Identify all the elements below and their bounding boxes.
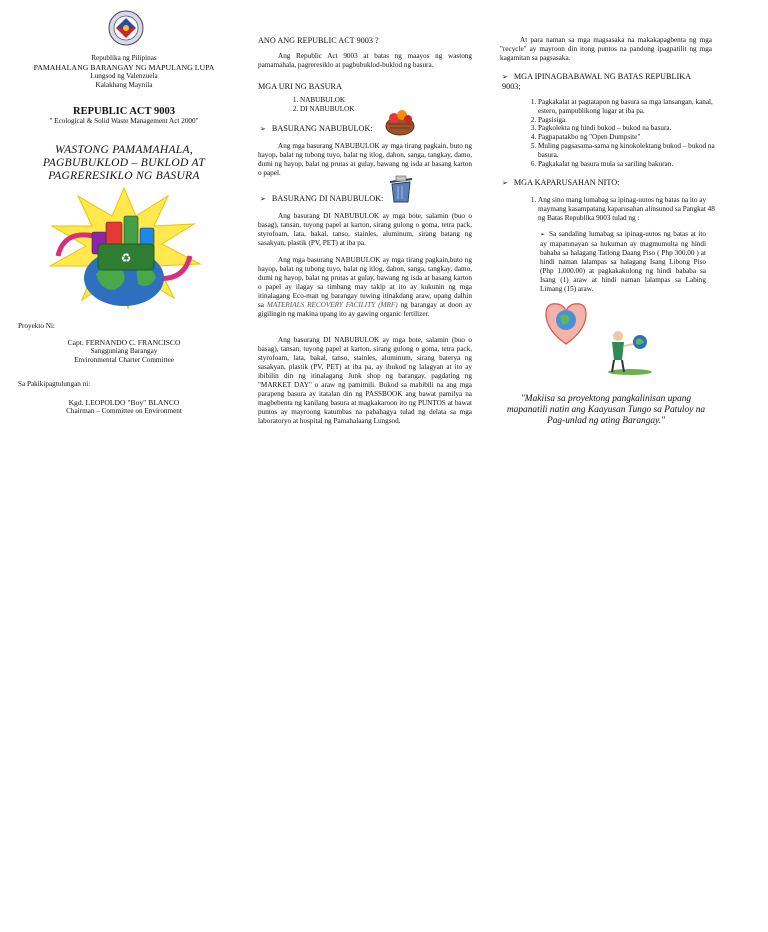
q-body: Ang Republic Act 9003 at batas ng maayos ng wastong pamamahala, pagreresiklo at pagbubuklod-buklod ng basura. <box>258 52 472 69</box>
heart-earth-icon <box>526 300 660 381</box>
recycle-globe-icon <box>44 186 204 315</box>
uri-item: 2. DI NABUBULOK <box>300 105 400 114</box>
food-basket-icon <box>384 106 416 141</box>
proponent-name: Capt. FERNANDO C. FRANCISCO <box>67 338 181 347</box>
header-line: Lungsod ng Valenzuela <box>90 72 158 80</box>
uri-heading: MGA URI NG BASURA <box>258 82 342 91</box>
proyekto-label: Proyekto Ni: <box>18 322 55 330</box>
kaparusahan-heading: ➢ MGA KAPARUSAHAN NITO: <box>502 178 619 188</box>
ipinagbabawal-item: 1. Pagkakalat at pagtatapon ng basura sa mga lansangan, kanal, estero, pampublikong lugar at iba pa. <box>538 98 722 116</box>
mrf-term: MATERIALS RECOVERY FACILITY (MRF) <box>266 301 398 309</box>
ipinagbabawal-list <box>520 98 722 168</box>
kaparusahan-item: 1. Ang sino mang lumabag sa ipinag-uutos ng batas na ito ay maymang kasampatang kaparusahan alinsunod sa Pangkat 48 ng Batas Republika 9003 tulad ng : <box>538 196 722 222</box>
partner-block <box>14 398 234 416</box>
uri-item: 1. NABUBULOK <box>300 96 400 105</box>
barangay-seal-icon <box>108 10 144 51</box>
main-title: WASTONG PAMAMAHALA, PAGBUBUKLOD – BUKLOD AT PAGRERESIKLO NG BASURA <box>42 144 206 182</box>
intro: At para naman sa mga magsasaka na makakapagbenta ng mga "recycle" ay mayroon din itong puntos na pandong ipagpatilit ng mga kagamitan sa pagsasaka. <box>500 36 712 62</box>
di-heading: ➢ BASURANG DI NABUBULOK: <box>260 194 383 204</box>
pakikipag-label: Sa Pakikipagtulungan ni: <box>18 380 91 388</box>
trash-can-icon <box>386 174 416 209</box>
proponent-line: Environmental Charter Committee <box>74 356 174 364</box>
nabubulok-heading: ➢ BASURANG NABUBULOK: <box>260 124 373 134</box>
kaparusahan-sub-text: Sa sandaling lumabag sa ipinag-uutos ng batas at ito ay mapatunayan sa hukuman ay magmumulta ng hindi bababa sa halagang Tatlong Daang Piso ( Php 300.00 ) at hindi naman lalampas sa halagang Isang Libong Piso (Php 1,000.00) at pagkakakulong ng hindi bababa sa Isang (1) araw at hindi naman lalampas sa Labing Limang (15) araw. <box>540 230 706 293</box>
uri-list <box>282 96 400 114</box>
ipinagbabawal-heading: ➢ MGA IPINAGBABAWAL NG BATAS REPUBLIKA 9003; <box>502 72 702 92</box>
header-line: Republika ng Pilipinas <box>91 54 157 62</box>
ipinagbabawal-item: 3. Pagkolekta ng hindi bukod – bukod na basura. <box>538 124 722 133</box>
partner-role: Chairman – Committee on Environment <box>66 407 182 415</box>
arrow-bullet-icon: ➢ <box>540 232 546 238</box>
di-body: Ang basurang DI NABUBULOK ay mga bote, salamin (buo o basag), tansan, tuyong papel at karton, sirang gulong o goma, tetra pack, styrofoam, lata, bakal, tanso, stainles, aluminum, sirang batang ng sasakyan, plastik (PV, PET) at iba pa. <box>258 212 472 247</box>
proponent-line: Sangguniang Barangay <box>90 347 158 355</box>
partner-name: Kgd. LEOPOLDO "Boy" BLANCO <box>68 398 180 407</box>
nabubulok-body: Ang mga basurang NABUBULOK ay mga tirang pagkain, buto ng hayop, balat ng tubong tuyo, balat ng itlog, dahon, sanga, tangkay, damo, dumi ng hayop, balat ng prutas at gulay, bawang ng isda at basang karton o papel. <box>258 142 472 177</box>
q-heading: ANO ANG REPUBLIC ACT 9003 ? <box>258 36 379 45</box>
header-block <box>14 54 234 90</box>
kaparusahan-list <box>520 196 722 222</box>
para4: Ang basurang DI NABUBULOK ay mga bote, salamin (buo o basag), tansan, tuyong papel at karton, sirang gulong o goma, tetra pack, styrofoam, lata, bakal, tanso, stainles, aluminum, sirang baterya ng sasakyan, plastik (PV, PET) at iba pa, ay ibukod ng lalagyan at ito ay ibibilin din ng itinalagang Junk shop ng barangay, pagdating ng "MARKET DAY" o araw ng pamimili. Bukod sa mabibili na ang mga parapeng basura ay itatalan din ng PASSBOOK ang bawat pamilya na magbebenta ng kanilang basura at magkakaroon ito ng PUNTOS at bawat puntos ay mayroong katumbas na pabahagya tulad ng delata sa mga laboratoryo at hospital ng Pamahalaang Lungsod. <box>258 336 472 425</box>
para3-text: Ang mga basurang NABUBULOK ay mga tirang pagkain,buto ng hayop, balat ng tubong tuyo, balat ng itlog, dahon, sanga, tangkay, damo, dumi ng hayop, balat ng prutas at gulay, bawang ng isda at basang karton o papel ay ilagay sa timbang may takip at ito ay kukunin ng mga itinalagang Eco-man ng barangay tuwing itinakdang araw, upang dalhin sa <box>258 256 472 309</box>
ipinagbabawal-item: 2. Pagsisiga. <box>538 116 722 125</box>
ipinagbabawal-item: 6. Pagkakalat ng basura mula sa sariling bakuran. <box>538 160 722 169</box>
act-block <box>14 106 234 126</box>
ipinagbabawal-item: 4. Pagpapatakbo ng "Open Dumpsite" <box>538 133 722 142</box>
para3-text-end: ng barangay at doon ay gigilingin ng makina upang ito ay gawing organic fertilizer. <box>258 301 473 318</box>
ipinagbabawal-item: 5. Muling pagsasama-sama ng kinokolektang bukod – bukod na basura. <box>538 142 722 160</box>
header-line: Kalakhang Maynila <box>95 81 153 89</box>
closing-quote: "Makiisa sa proyektong pangkalinisan upang mapanatili natin ang Kaayusan Tungo sa Patuloy na Pag-unlad ng ating Barangay." <box>506 394 706 426</box>
header-line: PAMAHALANG BARANGAY NG MAPULANG LUPA <box>33 63 215 72</box>
act-subtitle: " Ecological & Solid Waste Management Act 2000" <box>49 117 199 125</box>
act-title: REPUBLIC ACT 9003 <box>73 106 175 117</box>
proponent-block <box>14 338 234 365</box>
para3 <box>258 256 472 319</box>
svg-text:♻: ♻ <box>120 251 132 265</box>
kaparusahan-sub <box>540 230 706 294</box>
